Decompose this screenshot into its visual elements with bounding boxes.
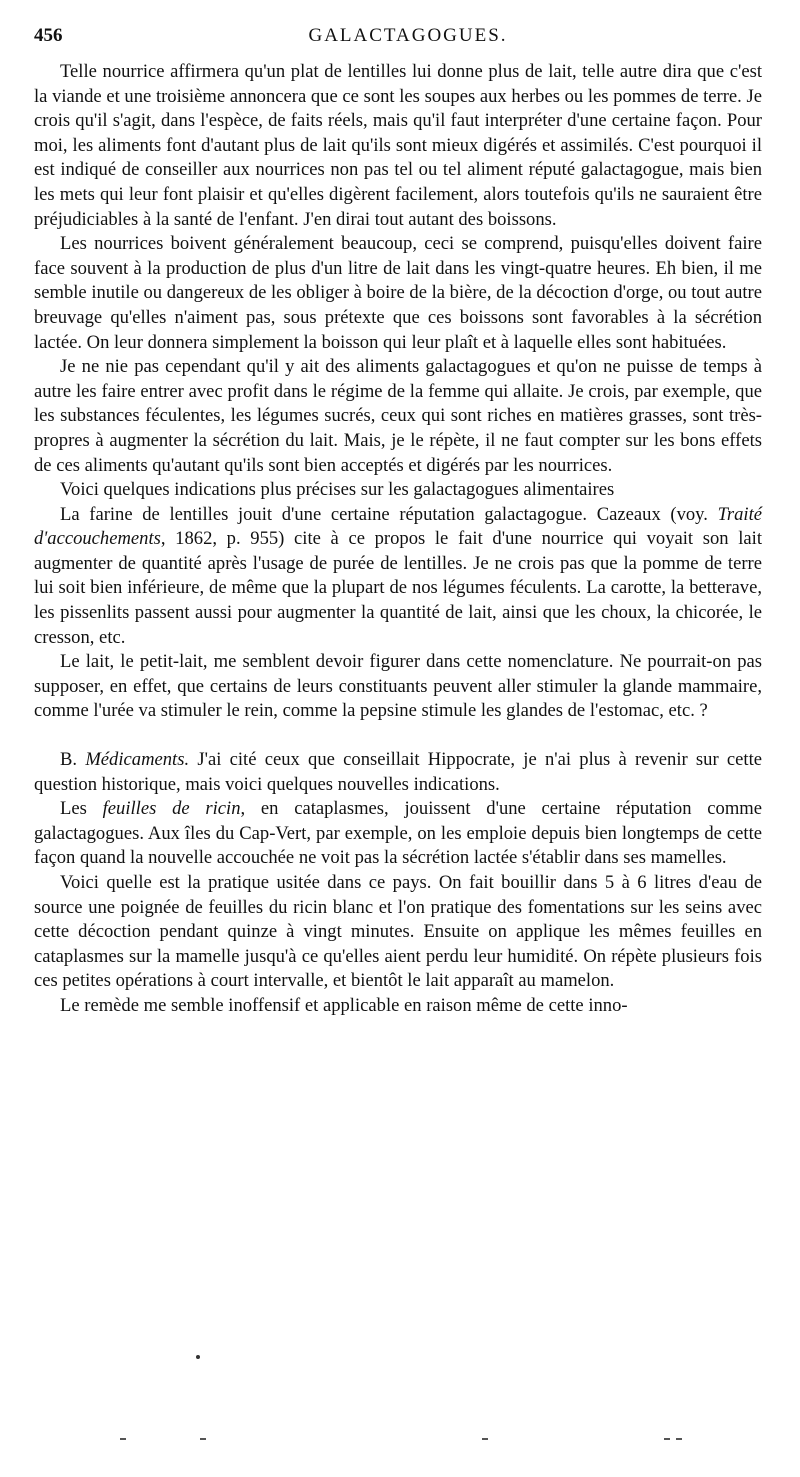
- ricin-text-1: Les: [60, 798, 103, 820]
- paragraph-lait: Le lait, le petit-lait, me semblent devoir figurer dans cette nomenclature. Ne pourrait-on pas supposer, en effet, que certains de leurs constituants peuvent aller stimuler la glande mammaire, comme l'urée va stimuler le rein, comme la pepsine stimule les glandes de l'estomac, etc. ?: [34, 651, 762, 722]
- section-b-medicaments: [34, 748, 762, 797]
- ink-mark-2: [200, 1438, 206, 1440]
- page-number: 456: [34, 25, 63, 46]
- lentilles-text-2: , 1862, p. 955) cite à ce propos le fait d'une nourrice qui voyait son lait augmenter de quantité après l'usage de purée de lentilles. Je ne crois pas que la pomme de terre lui soit bien inférieure, de même que la plupart de nos légumes féculents. La carotte, la betterave, les pissenlits passent aussi pour augmenter la quantité de lait, ainsi que les choux, la chicorée, le cresson, etc.: [34, 528, 762, 648]
- paragraph-ricin: [34, 797, 762, 871]
- page-header: [34, 22, 762, 50]
- ink-mark-1: [120, 1438, 126, 1440]
- paragraph-boissons: Les nourrices boivent généralement beaucoup, ceci se comprend, puisqu'elles doivent faire face souvent à la production de plus d'un litre de lait dans les vingt-quatre heures. Eh bien, il me semble inutile ou dangereux de les obliger à boire de la bière, de la décoction d'orge, ou tout autre breuvage qu'elles n'aiment pas, sous prétexte que ces boissons sont favorables à la sécrétion lactée. On leur donnera simplement la boisson qui leur plaît et à laquelle elles sont habituées.: [34, 233, 762, 353]
- paragraph-lentilles: [34, 503, 762, 651]
- body-text: [34, 60, 762, 1019]
- paragraph-aliments: Je ne nie pas cependant qu'il y ait des aliments galactagogues et qu'on ne puisse de temps à autre les faire entrer avec profit dans le régime de la femme qui allaite. Je crois, par exemple, que les substances féculentes, les légumes sucrés, ceux qui sont riches en matières grasses, sont très-propres à augmenter la sécrétion du lait. Mais, je le répète, il ne faut compter sur les bons effets de ces aliments qu'autant qu'ils sont bien acceptés et digérés par les nourrices.: [34, 356, 762, 476]
- section-b-heading: Médicaments.: [85, 749, 190, 771]
- book-title-citation: Traité d'accouchements: [34, 503, 762, 550]
- ricin-term: feuilles de ricin: [102, 798, 241, 820]
- paragraph-nourrice: Telle nourrice affirmera qu'un plat de lentilles lui donne plus de lait, telle autre dira que c'est la viande et une troisième annoncera que ce sont les soupes aux herbes ou les pommes de terre. Je crois qu'il s'agit, dans l'espèce, de faits réels, mais qu'il faut interpréter d'une certaine façon. Pour moi, les aliments font d'autant plus de lait qu'ils sont mieux digérés et assimilés. C'est pourquoi il est indiqué de conseiller aux nourrices non pas tel ou tel aliment réputé galactagogue, mais bien les mets qui leur font plaisir et qu'elles digèrent facilement, alors toutefois qu'ils ne sauraient être préjudiciables à la santé de l'enfant. J'en dirai tout autant des boissons.: [34, 61, 762, 230]
- ink-mark-3: [482, 1438, 488, 1440]
- section-b-text: J'ai cité ceux que conseillait Hippocrate, je n'ai plus à revenir sur cette question historique, mais voici quelques nouvelles indications.: [34, 749, 762, 795]
- paragraph-last: Le remède me semble inoffensif et applicable en raison même de cette inno-: [60, 994, 628, 1016]
- lentilles-text-1: La farine de lentilles jouit d'une certaine réputation galactagogue. Cazeaux (voy.: [60, 503, 718, 525]
- ink-mark-4: [664, 1438, 670, 1440]
- paragraph-pratique: Voici quelle est la pratique usitée dans ce pays. On fait bouillir dans 5 à 6 litres d'eau de source une poignée de feuilles du ricin blanc et l'on pratique des fomentations sur les seins avec cette décoction pendant quinze à vingt minutes. Ensuite on applique les mêmes feuilles en cataplasmes sur la mamelle jusqu'à ce qu'elles aient perdu leur humidité. On répète plusieurs fois ces petites opérations à court intervalle, et bientôt le lait apparaît au mamelon.: [34, 872, 762, 992]
- running-title: GALACTAGOGUES.: [308, 25, 508, 46]
- section-b-label: B.: [60, 749, 86, 771]
- ricin-text-2: , en cataplasmes, jouissent d'une certaine réputation comme galactagogues. Aux îles du Cap-Vert, par exemple, on les emploie depuis bien longtemps de cette façon quand la nouvelle accouchée ne voit pas la sécrétion lactée s'établir dans ses mamelles.: [34, 798, 763, 869]
- paragraph-indications: Voici quelques indications plus précises sur les galactagogues alimentaires: [60, 479, 615, 501]
- ink-dot: [196, 1355, 200, 1359]
- ink-mark-5: [676, 1438, 682, 1440]
